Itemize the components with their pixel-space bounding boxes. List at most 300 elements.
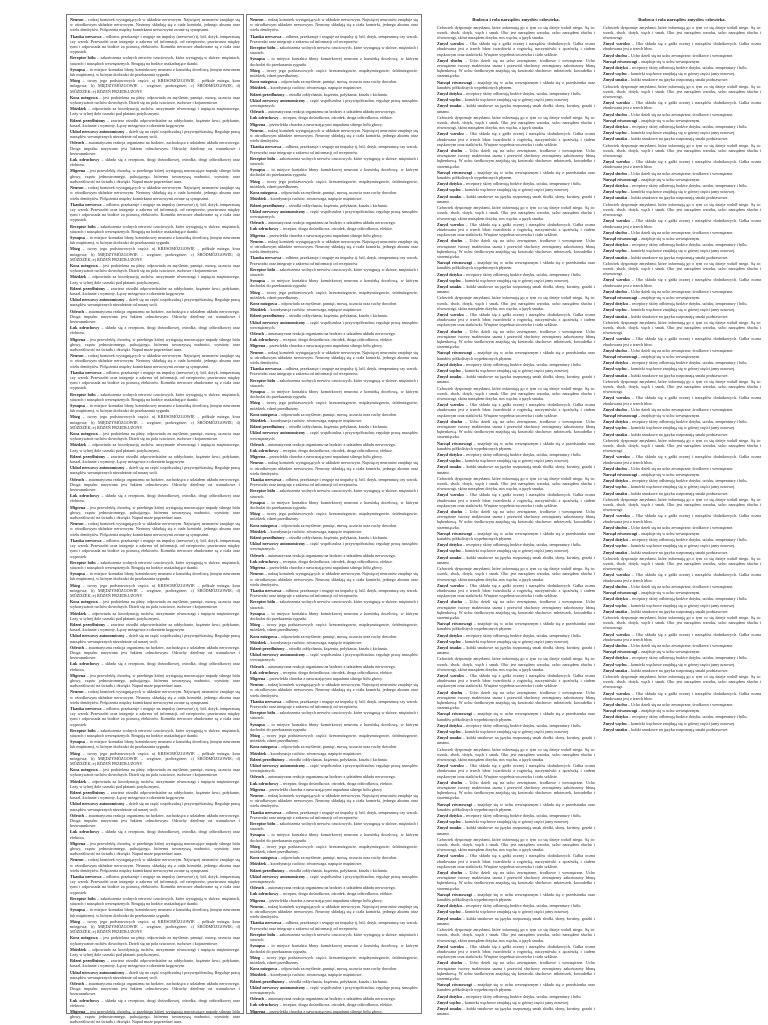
paragraph [250, 868, 418, 873]
term: Receptor bólu [70, 895, 96, 901]
paragraph [437, 80, 595, 90]
paragraph-text: – komórki węchowe znajdują się w górnej części jamy nosowej. [627, 484, 736, 490]
paragraph-text: – dzieli się na część współczulną i przywspółczulną. Reguluje pracę narządów wewnętrznych niezależnie od naszej woli. [70, 801, 240, 812]
paragraph [250, 209, 418, 219]
term: Odruch [70, 476, 84, 482]
paragraph-text: – koordynacja ruchów, równowaga, napięcie mięśniowe. [267, 196, 363, 202]
term: Zmysł węchu [603, 189, 627, 195]
term: Migrena [70, 1008, 86, 1014]
paragraph [250, 751, 418, 756]
paragraph [250, 985, 418, 995]
paragraph [70, 521, 240, 537]
paragraph [70, 706, 240, 727]
paragraph [250, 290, 418, 300]
paragraph-text: – to miejsce kontaktu błony komórkowej neuronu z komórką docelową, w którym dochodzi do przekazania sygnału. [250, 278, 418, 289]
paragraph [603, 159, 761, 169]
paragraph [250, 523, 418, 528]
term: Łuk odruchowy [250, 226, 279, 232]
paragraph [70, 907, 240, 917]
paragraph-text: – to miejsce kontaktu błony komórkowej neuronu z komórką docelową, w którym dochodzi do przekazania sygnału. [250, 943, 418, 954]
term: Kora mózgowa [70, 599, 98, 605]
term: Narząd równowagi [437, 260, 472, 266]
paragraph [250, 588, 418, 598]
paragraph-text: – twory jego podstawowych części: kresomózgowie, międzymózgowie, śródmózgowie, móżdżek, rdzeń przedłużony. [250, 843, 418, 855]
term: Narząd równowagi [437, 801, 472, 807]
paragraph [603, 136, 761, 141]
paragraph [250, 203, 418, 208]
paragraph-text: – receptory skóry odbierają bodźce dotyku, ucisku, temperatury i bólu. [462, 632, 582, 638]
paragraph-text: – kubki smakowe na języku rozpoznają smaki podstawowe. [628, 195, 729, 201]
paragraph [603, 721, 761, 726]
paragraph-text: – komórki węchowe znajdują się w górnej części jamy nosowej. [461, 638, 570, 644]
term: Zmysł węchu [603, 720, 627, 726]
paragraph-text: – jest przewlekłą chorobą, w przebiegu której występują nawracające napady silnego bólu głowy, często jednostronnego, pulsującego, któremu towarzyszą nudności, wymioty oraz nadwrażliwość na światło i dźwięki. Napad może poprzedzać aura. [70, 1008, 240, 1025]
term: Zmysł słuchu [603, 288, 627, 294]
paragraph-text: – część współczulna i przywspółczulna; reguluje pracę narządów wewnętrznych. [250, 541, 418, 552]
paragraph [250, 565, 418, 570]
term: Migrena [70, 672, 86, 678]
term: Tkanka nerwowa [250, 477, 282, 483]
term: Zmysł wzroku [603, 572, 630, 578]
paragraph-text: – twory jego podstawowych części: kresomózgowie, międzymózgowie, śródmózgowie, móżdżek, rdzeń przedłużony. [250, 178, 418, 189]
term: Zmysł dotyku [603, 596, 628, 602]
paragraph [250, 932, 418, 942]
paragraph [70, 325, 240, 335]
paragraph [603, 714, 761, 719]
paragraph-text: – Ucho dzieli się na ucho zewnętrzne, środkowe i wewnętrzne. [627, 701, 734, 707]
paragraph-text: – zakończenia wolnych nerwów czuciowych, które występują w skórze, mięśniach i stawach. [250, 155, 418, 167]
paragraph-text: Człowiek dysponuje zmysłami, które informują go o tym co się dzieje wokół niego. Są to: wzrok, słuch, dotyk, węch i smak. Oko jest narządem wzroku, ucho narządem słuchu i równowagi, skóra narządem dotyku, nos węchu, a język smaku. [437, 24, 595, 40]
paragraph-text: – zakończenia wolnych nerwów czuciowych, które występują w skórze, mięśniach, stawach i narządach wewnętrznych. Reagują na bodźce uszkadzające tkanki. [70, 391, 240, 402]
paragraph-text: – kubki smakowe na języku rozpoznają smaki podstawowe. [628, 490, 729, 496]
paragraph [250, 670, 418, 675]
paragraph [437, 909, 595, 914]
term: Kora mózgowa [250, 300, 278, 306]
paragraph [603, 202, 761, 218]
paragraph-text: – odpowiada za myślenie, pamięć, mowę, uczucia oraz ruchy dowolne. [278, 966, 398, 972]
paragraph-text: – część współczulna i przywspółczulna; reguluje pracę narządów wewnętrznych. [250, 984, 418, 995]
term: Receptor bólu [250, 488, 276, 494]
paragraph [437, 58, 595, 79]
paragraph [603, 195, 761, 200]
term: Narząd równowagi [603, 413, 638, 418]
paragraph [250, 128, 418, 144]
paragraph [70, 611, 240, 621]
paragraph-text: – twory jego podstawowych części: kresomózgowie, międzymózgowie, śródmózgowie, móżdżek, rdzeń przedłużony. [250, 289, 418, 300]
paragraph-text: – rodzaj komórek występujących w układzie nerwowym. Najwięcej neuronów znajduje się w ośrodkowym układzie nerwowym. Neurony składają się z ciała komórki, jednego aksonu oraz wielu dendrytów. [250, 903, 419, 920]
paragraph [70, 129, 240, 139]
term: Neuron [70, 353, 84, 359]
term: Odruch [250, 663, 264, 669]
term: Mózg [250, 289, 260, 295]
paragraph-text: – komórki węchowe znajdują się w górnej części jamy nosowej. [627, 543, 736, 549]
paragraph [603, 632, 761, 642]
term: Mózg [250, 511, 260, 517]
paragraph [437, 131, 595, 147]
term: Odruch [70, 140, 84, 146]
term: Zmysł smaku [437, 915, 462, 921]
paragraph-text: – komórki węchowe znajdują się w górnej części jamy nosowej. [461, 728, 570, 734]
paragraph-text: – zakończenia wolnych nerwów czuciowych, które występują w skórze, mięśniach i stawach. [250, 488, 418, 499]
term: Rdzeń przedłużony [250, 91, 285, 97]
term: Zmysł słuchu [603, 465, 627, 471]
paragraph-text: – receptor, droga dośrodkowa, ośrodek, droga odśrodkowa, efektor. [279, 558, 393, 564]
term: Synapsa [250, 832, 265, 838]
paragraph [603, 531, 761, 536]
term: Zmysł wzroku [603, 218, 630, 224]
paragraph [70, 538, 240, 559]
paragraph [603, 649, 761, 654]
term: Zmysł słuchu [603, 229, 627, 235]
paragraph-text: – Oko składa się z gałki ocznej i narządów dodatkowych. Gałka oczna zbudowana jest z trzech błon. [603, 690, 762, 701]
paragraph-text: – Ucho dzieli się na ucho zewnętrzne, środkowe i wewnętrzne. [627, 465, 734, 471]
term: Zmysł dotyku [437, 91, 462, 97]
paragraph [70, 970, 240, 980]
paragraph [603, 484, 761, 489]
paragraph-text: – to miejsce kontaktu błony komórkowej neuronu z komórką docelową, w którym dochodzi do przekazania sygnału. [250, 389, 418, 400]
paragraph [603, 84, 761, 100]
paragraph [70, 958, 240, 968]
paragraph [437, 41, 595, 57]
paragraph [437, 542, 595, 547]
paragraph [437, 464, 595, 474]
paragraph-text: – receptory skóry odbierają bodźce dotyku, ucisku, temperatury i bólu. [628, 714, 748, 720]
paragraph [603, 497, 761, 513]
paragraph-text: – komórki węchowe znajdują się w górnej części jamy nosowej. [627, 307, 736, 313]
paragraph [603, 472, 761, 477]
paragraph-text: – receptory skóry odbierają bodźce dotyku, ucisku, temperatury i bólu. [462, 361, 582, 367]
paragraph-text: – odbiera, przekazuje i reaguje na impulsy (nerwowe) tj. ból, dotyk, temperaturę czy wzrok. Przewodzi oraz integruje z zakresu od informacji, od receptorów, przetwarza między tymi i odpowiada na bodźce za pomocą efektorów. Komórki nerwowe zbudowane są z ciała oraz wypustek. [70, 369, 241, 391]
paragraph [250, 45, 418, 55]
term: Receptor bólu [250, 377, 276, 383]
paragraph [70, 935, 240, 945]
paragraph-text: – jest podzielona na płaty, odpowiada za myślenie, pamięć, mowę, uczucia oraz wykonywanie ruchów dowolnych. Dzieli się na pola czuciowe, ruchowe i kojarzeniowe. [70, 431, 240, 442]
paragraph [437, 238, 595, 259]
paragraph-text: Człowiek dysponuje zmysłami, które informują go o tym co się dzieje wokół niego. Są to: wzrok, słuch, dotyk, węch i smak. Oko jest narządem wzroku, ucho narządem słuchu i równowagi. [603, 555, 761, 572]
paragraph [70, 801, 240, 811]
paragraph-text: – to miejsce kontaktu błony komórkowej neuronu z komórką docelową, w którym dochodzi do przekazania sygnału. [250, 721, 418, 732]
paragraph [437, 802, 595, 812]
paragraph [603, 662, 761, 667]
term: Móżdżek [70, 274, 87, 280]
paragraph [603, 655, 761, 660]
paragraph [603, 395, 761, 405]
paragraph-text: – koordynacja ruchów, równowaga, napięcie mięśniowe. [267, 307, 363, 313]
term: Mózg [250, 843, 260, 849]
paragraph-text: – składa się z receptora, drogi dośrodkowej, ośrodka, drogi odśrodkowej oraz efektora. [70, 829, 240, 840]
term: Kora mózgowa [250, 411, 278, 417]
term: Układ nerwowy autonomiczny [70, 129, 125, 135]
paragraph [603, 366, 761, 371]
paragraph [437, 903, 595, 908]
paragraph [603, 65, 761, 70]
paragraph-text: – Ucho dzieli się na ucho zewnętrzne, środkowe i wewnętrzne. Ucho zewnętrzne tworzy małżowina uszna i przewód słuchowy zewnętrzny zakończony błoną bębenkową. W uchu środkowym znajdują się kosteczki słuchowe: młoteczek, kowadełko i strzemiączko. [437, 779, 596, 801]
term: Zmysł smaku [437, 193, 462, 199]
paragraph [603, 432, 761, 437]
term: Rdzeń przedłużony [250, 313, 285, 319]
paragraph-text: – receptory skóry odbierają bodźce dotyku, ucisku, temperatury i bólu. [628, 596, 748, 602]
paragraph [70, 841, 240, 857]
paragraph-text: – to miejsce kontaktu błony komórkowej neuronu z komórką docelową, w którym dochodzi do przekazania sygnału. [250, 167, 418, 178]
paragraph [70, 622, 240, 632]
paragraph [70, 118, 240, 128]
paragraph [70, 813, 240, 829]
term: Zmysł wzroku [437, 853, 464, 859]
paragraph-text: – twory jego podstawowych części: kresomózgowie, międzymózgowie, śródmózgowie, móżdżek, rdzeń przedłużony. [250, 67, 418, 79]
term: Układ nerwowy autonomiczny [250, 763, 306, 768]
paragraph [70, 353, 240, 369]
paragraph [70, 337, 240, 353]
term: Rdzeń przedłużony [70, 285, 106, 291]
paragraph [437, 260, 595, 270]
term: Narząd równowagi [603, 58, 638, 64]
paragraph [250, 17, 418, 33]
paragraph [437, 639, 595, 644]
paragraph [437, 329, 595, 350]
paragraph-text: – rodzaj komórek występujących w układzie nerwowym. Najwięcej neuronów znajduje się w ośrodkowym układzie nerwowym. Neurony składają się z ciała komórki, jednego aksonu oraz wielu dendrytów. [250, 238, 419, 255]
term: Narząd równowagi [603, 294, 638, 300]
term: Synapsa [250, 610, 265, 616]
paragraph [70, 896, 240, 906]
paragraph-text: – odbiera, przekazuje i reaguje na impulsy tj. ból, dotyk, temperaturę czy wzrok. Przewodzi oraz integruje z zakresu od informacji od receptorów. [250, 809, 418, 820]
term: Zmysł węchu [437, 999, 461, 1005]
paragraph-text: – przewlekła choroba z nawracającymi napadami silnego bólu głowy. [266, 675, 383, 681]
term: Zmysł słuchu [603, 642, 627, 648]
term: Zmysł smaku [603, 549, 628, 555]
paragraph-text: – zawiera ośrodki odpowiedzialne za oddychanie, krążenie krwi, połykanie, kaszel, kichanie i wymioty. Łączy mózgowie z rdzeniem kręgowym. [70, 285, 240, 296]
paragraph [250, 979, 418, 984]
paragraph-text: – zawiera ośrodki odpowiedzialne za oddychanie, krążenie krwi, połykanie, kaszel, kichanie i wymioty. Łączy mózgowie z rdzeniem kręgowym. [70, 117, 240, 128]
paragraph-text: – znajduje się w uchu wewnętrznym. [638, 294, 701, 300]
term: Mózg [70, 414, 80, 420]
paragraph [250, 571, 418, 587]
paragraph [603, 609, 761, 614]
paragraph-text: – automatyczna reakcja organizmu na bodziec z udziałem układu nerwowego. [265, 885, 396, 891]
term: Receptor bólu [250, 155, 276, 161]
term: Zmysł dotyku [603, 419, 628, 425]
term: Narząd równowagi [603, 472, 638, 478]
paragraph-text: – Ucho dzieli się na ucho zewnętrzne, środkowe i wewnętrzne. [627, 288, 734, 294]
paragraph-text: – to miejsce kontaktu błony komórkowej neuronu z komórką docelową (innym neuronem lub mięśniem), w którym dochodzi do przekazania sygnału. [70, 739, 240, 750]
paragraph [70, 505, 240, 521]
paragraph [70, 454, 240, 464]
term: Narząd równowagi [603, 708, 638, 714]
term: Zmysł dotyku [603, 655, 628, 661]
paragraph-text: – znajduje się w uchu wewnętrznym. [638, 117, 701, 123]
paragraph [70, 560, 240, 570]
term: Zmysł węchu [603, 307, 627, 313]
paragraph [437, 148, 595, 169]
paragraph-text: – znajduje się w uchu wewnętrznym i składa się z przedsionka oraz kanałów półkolistych wypełnionych płynem. [437, 440, 595, 451]
paragraph-text: – komórki węchowe znajdują się w górnej części jamy nosowej. [461, 548, 570, 554]
paragraph-text: – znajduje się w uchu wewnętrznym. [638, 235, 701, 241]
paragraph [603, 218, 761, 228]
term: Zmysł wzroku [437, 41, 464, 47]
paragraph-text: – dzieli się na część współczulną i przywspółczulną. Reguluje pracę narządów wewnętrznych niezależnie od naszej woli. [70, 969, 240, 980]
paragraph [603, 360, 761, 365]
paragraph-text: – jest przewlekłą chorobą, w przebiegu której występują nawracające napady silnego bólu głowy, często jednostronnego, pulsującego, któremu towarzyszą nudności, wymioty oraz nadwrażliwość na światło i dźwięki. Napad może poprzedzać aura. [70, 504, 240, 521]
paragraph [70, 235, 240, 245]
paragraph [603, 572, 761, 582]
term: Tkanka nerwowa [250, 809, 282, 815]
paragraph-text: – część współczulna i przywspółczulna; reguluje pracę narządów wewnętrznych. [250, 430, 418, 441]
paragraph-text: – przewlekła choroba z nawracającymi napadami silnego bólu głowy. [266, 897, 383, 903]
term: Tkanka nerwowa [250, 366, 282, 372]
paragraph [70, 673, 240, 689]
term: Móżdżek [70, 946, 87, 952]
term: Zmysł dotyku [603, 242, 628, 248]
paragraph [70, 392, 240, 402]
paragraph [70, 857, 240, 873]
paragraph-text: – receptory skóry odbierają bodźce dotyku, ucisku, temperatury i bólu. [462, 903, 582, 909]
paragraph-text: – Ucho dzieli się na ucho zewnętrzne, środkowe i wewnętrzne. [627, 406, 734, 412]
term: Tkanka nerwowa [70, 369, 102, 375]
paragraph-text: – zawiera ośrodki odpowiedzialne za oddychanie, krążenie krwi, połykanie, kaszel, kichanie i wymioty. Łączy mózgowie z rdzeniem kręgowym. [70, 453, 240, 465]
term: Migrena [70, 840, 86, 846]
paragraph [603, 727, 761, 732]
paragraph-text: – Ucho dzieli się na ucho zewnętrzne, środkowe i wewnętrzne. Ucho zewnętrzne tworzy małżowina uszna i przewód słuchowy zewnętrzny zakończony błoną bębenkową. W uchu środkowym znajdują się kosteczki słuchowe: młoteczek, kowadełko i strzemiączko. [437, 599, 596, 620]
paragraph-text: – kubki smakowe na języku rozpoznają smaki podstawowe. [628, 608, 729, 614]
term: Zmysł dotyku [603, 124, 628, 130]
paragraph-text: – komórki węchowe znajdują się w górnej części jamy nosowej. [461, 97, 570, 103]
paragraph [250, 343, 418, 348]
paragraph [250, 744, 418, 749]
term: Zmysł słuchu [603, 52, 627, 58]
paragraph [437, 295, 595, 311]
paragraph [70, 431, 240, 441]
paragraph [250, 955, 418, 965]
paragraph-text: – odpowiada za myślenie, pamięć, mowę, uczucia oraz ruchy dowolne. [278, 300, 398, 306]
paragraph [603, 320, 761, 336]
paragraph [250, 98, 418, 108]
term: Zmysł węchu [437, 277, 461, 283]
term: Zmysł smaku [437, 554, 462, 560]
paragraph-text: – automatyczna reakcja organizmu na bodziec z udziałem układu nerwowego. [265, 220, 396, 226]
paragraph-text: – znajduje się w uchu wewnętrznym i składa się z przedsionka oraz kanałów półkolistych wypełnionych płynem. [437, 891, 595, 903]
paragraph-text: – część współczulna i przywspółczulna; reguluje pracę narządów wewnętrznych. [250, 873, 418, 885]
term: Zmysł słuchu [437, 328, 463, 334]
term: Zmysł węchu [603, 602, 627, 608]
term: Łuk odruchowy [70, 661, 100, 667]
paragraph-text: – Oko składa się z gałki ocznej i narządów dodatkowych. Gałka oczna zbudowana jest z trzech błon. [603, 100, 762, 111]
paragraph [603, 314, 761, 319]
paragraph-text: – komórki węchowe znajdują się w górnej części jamy nosowej. [627, 71, 736, 77]
paragraph [603, 419, 761, 424]
paragraph-text: – twory jego podstawowych części: a) KRESOMÓZGOWIE – półkule mózgu, kora mózgowa; b) MIĘDZYMÓZGOWIE – wzgórze, podwzgórze; c) ŚRÓDMÓZGOWIE; d) MÓŻDŻEK; e) RDZEŃ PRZEDŁUŻONY. [70, 750, 240, 767]
paragraph [437, 994, 595, 999]
paragraph-text: – kubki smakowe na języku rozpoznają smak słodki, słony, kwaśny, gorzki i umami. [437, 644, 595, 656]
paragraph [603, 348, 761, 353]
paragraph [250, 430, 418, 440]
paragraph-text: – receptory skóry odbierają bodźce dotyku, ucisku, temperatury i bólu. [462, 722, 582, 728]
paragraph-text: – znajduje się w uchu wewnętrznym i składa się z przedsionka oraz kanałów półkolistych wypełnionych płynem. [437, 621, 595, 632]
paragraph-text: – przewlekła choroba z nawracającymi napadami silnego bólu głowy. [266, 1008, 383, 1014]
term: Zmysł smaku [603, 608, 628, 614]
term: Receptor bólu [250, 931, 276, 937]
paragraph-text: – receptory skóry odbierają bodźce dotyku, ucisku, temperatury i bólu. [628, 537, 748, 543]
paragraph [250, 634, 418, 639]
paragraph [603, 668, 761, 673]
term: Migrena [70, 504, 86, 510]
term: Odruch [250, 774, 264, 780]
paragraph-text: – komórki węchowe znajdują się w górnej części jamy nosowej. [627, 602, 736, 608]
term: Zmysł smaku [437, 1005, 462, 1011]
paragraph [603, 41, 761, 51]
paragraph [70, 442, 240, 452]
paragraph [70, 599, 240, 609]
paragraph [70, 297, 240, 307]
term: Móżdżek [70, 442, 87, 448]
paragraph [437, 531, 595, 541]
paragraph-text: Człowiek dysponuje zmysłami, które informują go o tym co się dzieje wokół niego. Są to: wzrok, słuch, dotyk, węch i smak. Oko jest narządem wzroku, ucho narządem słuchu i równowagi. [603, 201, 761, 218]
term: Układ nerwowy autonomiczny [70, 297, 125, 303]
paragraph-text: – Oko składa się z gałki ocznej i narządów dodatkowych. Gałka oczna zbudowana jest z trzech błon. [603, 277, 762, 288]
paragraph-text: Człowiek dysponuje zmysłami, które informują go o tym co się dzieje wokół niego. Są to: wzrok, słuch, dotyk, węch i smak. Oko jest narządem wzroku, ucho narządem słuchu i równowagi. [603, 496, 761, 513]
paragraph [250, 267, 418, 277]
paragraph [70, 829, 240, 839]
paragraph [250, 313, 418, 318]
term: Synapsa [70, 234, 85, 240]
paragraph-text: – receptory skóry odbierają bodźce dotyku, ucisku, temperatury i bólu. [628, 419, 748, 425]
term: Mózg [250, 67, 260, 73]
paragraph [70, 224, 240, 234]
term: Narząd równowagi [603, 176, 638, 182]
term: Móżdżek [250, 307, 267, 313]
term: Łuk odruchowy [250, 780, 279, 786]
term: Zmysł słuchu [437, 870, 463, 876]
paragraph [250, 301, 418, 306]
paragraph-text: – Oko składa się z gałki ocznej i narządów dodatkowych. Gałka oczna zbudowana jest z trzech błon. [603, 41, 762, 52]
term: Zmysł słuchu [437, 689, 463, 695]
paragraph-text: – Oko składa się z gałki ocznej i narządów dodatkowych. Gałka oczna zbudowana jest z trzech błon. [603, 572, 762, 583]
term: Synapsa [250, 278, 265, 284]
term: Narząd równowagi [437, 530, 472, 536]
term: Zmysł węchu [603, 130, 627, 136]
term: Układ nerwowy autonomiczny [250, 873, 306, 879]
paragraph [70, 947, 240, 957]
term: Łuk odruchowy [250, 669, 279, 675]
paragraph [250, 793, 418, 809]
paragraph [250, 454, 418, 459]
term: Zmysł smaku [437, 283, 462, 289]
term: Zmysł dotyku [437, 271, 462, 277]
term: Narząd równowagi [437, 440, 472, 446]
paragraph-text: – twory jego podstawowych części: kresomózgowie, międzymózgowie, śródmózgowie, móżdżek, rdzeń przedłużony. [250, 954, 418, 965]
term: Migrena [250, 343, 266, 349]
term: Móżdżek [250, 528, 267, 534]
paragraph [70, 779, 240, 789]
paragraph [250, 412, 418, 417]
paragraph [603, 454, 761, 464]
paragraph [437, 103, 595, 113]
paragraph [437, 944, 595, 960]
paragraph [437, 419, 595, 440]
paragraph [603, 379, 761, 395]
paragraph [437, 548, 595, 553]
paragraph-text: – zakończenia wolnych nerwów czuciowych, które występują w skórze, mięśniach i stawach. [250, 377, 418, 388]
paragraph [70, 465, 240, 475]
paragraph-text: – ośrodki oddychania, krążenia, połykania, kaszlu i kichania. [285, 645, 388, 651]
term: Migrena [70, 168, 86, 174]
paragraph [603, 478, 761, 483]
paragraph [250, 676, 418, 681]
paragraph [250, 920, 418, 930]
term: Rdzeń przedłużony [70, 117, 106, 123]
paragraph-text: – automatyczna reakcja organizmu na bodziec z udziałem układu nerwowego. [265, 552, 396, 558]
paragraph [250, 239, 418, 255]
paragraph [70, 874, 240, 895]
term: Zmysł smaku [437, 374, 462, 380]
